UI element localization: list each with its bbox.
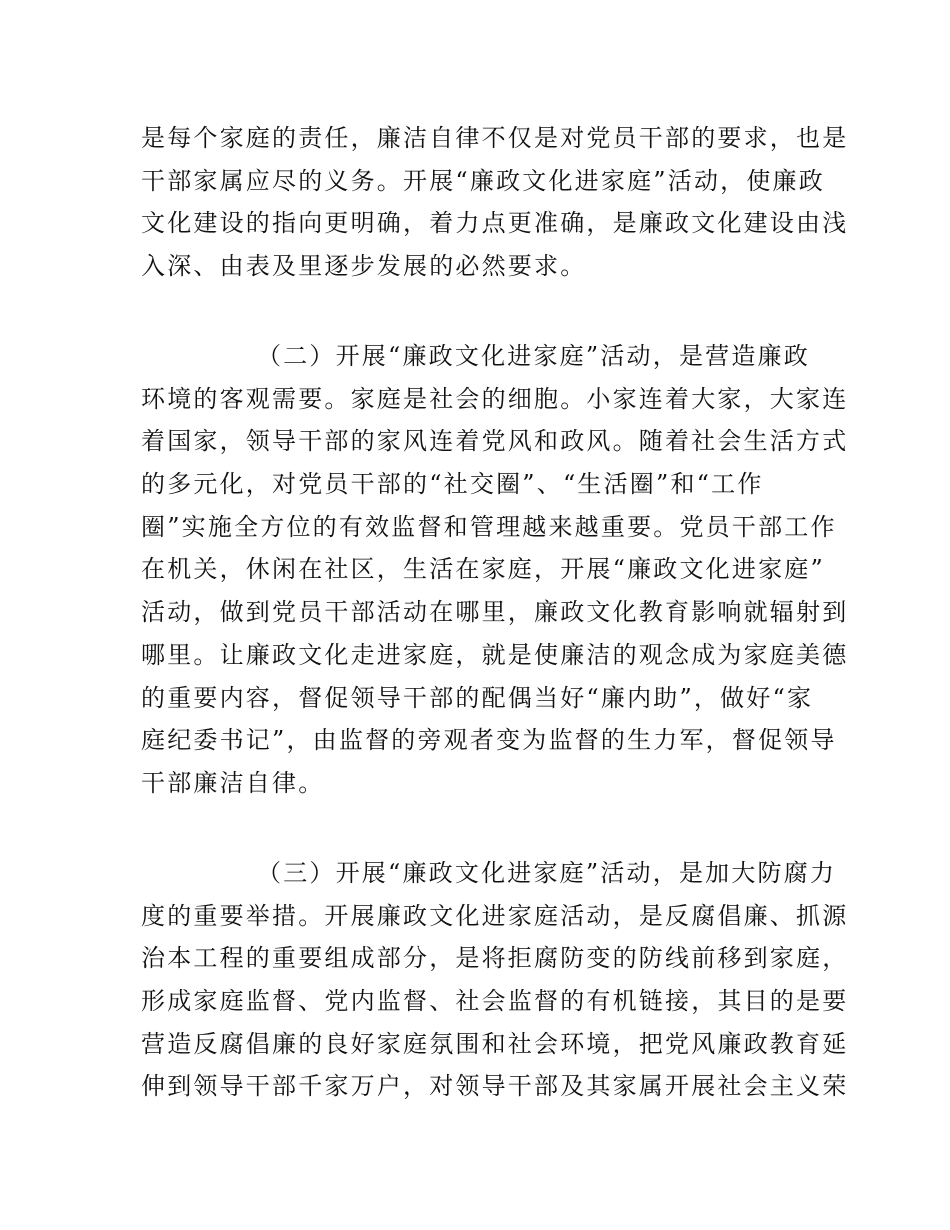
text-line: 的重要内容，督促领导干部的配偶当好“廉内助”，做好“家 xyxy=(141,683,814,712)
text-line: 治本工程的重要组成部分，是将拒腐防变的防线前移到家庭， xyxy=(141,944,849,973)
text-line: 文化建设的指向更明确，着力点更准确，是廉政文化建设由浅 xyxy=(141,209,849,238)
text-line: 的多元化，对党员干部的“社交圈”、“生活圈”和“工作 xyxy=(141,470,764,499)
text-line: 活动，做到党员干部活动在哪里，廉政文化教育影响就辐射到 xyxy=(141,598,849,627)
text-line: 伸到领导干部千家万户，对领导干部及其家属开展社会主义荣 xyxy=(141,1072,849,1101)
text-line: 入深、由表及里逐步发展的必然要求。 xyxy=(141,252,587,281)
text-line: 庭纪委书记”，由监督的旁观者变为监督的生力军，督促领导 xyxy=(141,726,837,755)
text-line: 圈”实施全方位的有效监督和管理越来越重要。党员干部工作 xyxy=(141,512,837,541)
text-line: 环境的客观需要。家庭是社会的细胞。小家连着大家，大家连 xyxy=(141,384,849,413)
text-line: 干部家属应尽的义务。开展“廉政文化进家庭”活动，使廉政 xyxy=(141,166,825,195)
text-line: 着国家，领导干部的家风连着党风和政风。随着社会生活方式 xyxy=(141,427,849,456)
paragraph-section-2 xyxy=(141,335,849,805)
paragraph-section-3 xyxy=(141,852,849,1108)
text-line: 干部廉洁自律。 xyxy=(141,768,325,797)
text-line: 形成家庭监督、党内监督、社会监督的有机链接，其目的是要 xyxy=(141,987,849,1016)
section-heading-line: （三）开展“廉政文化进家庭”活动，是加大防腐力 xyxy=(257,859,837,887)
text-line: 是每个家庭的责任，廉洁自律不仅是对党员干部的要求，也是 xyxy=(141,124,849,152)
paragraph-continuation xyxy=(141,117,849,288)
section-heading-line: （二）开展“廉政文化进家庭”活动，是营造廉政 xyxy=(257,342,810,370)
text-line: 营造反腐倡廉的良好家庭氛围和社会环境，把党风廉政教育延 xyxy=(141,1029,849,1058)
text-line: 度的重要举措。开展廉政文化进家庭活动，是反腐倡廉、抓源 xyxy=(141,901,849,930)
text-line: 哪里。让廉政文化走进家庭，就是使廉洁的观念成为家庭美德 xyxy=(141,640,849,669)
text-line: 在机关，休闲在社区，生活在家庭，开展“廉政文化进家庭” xyxy=(141,555,825,584)
